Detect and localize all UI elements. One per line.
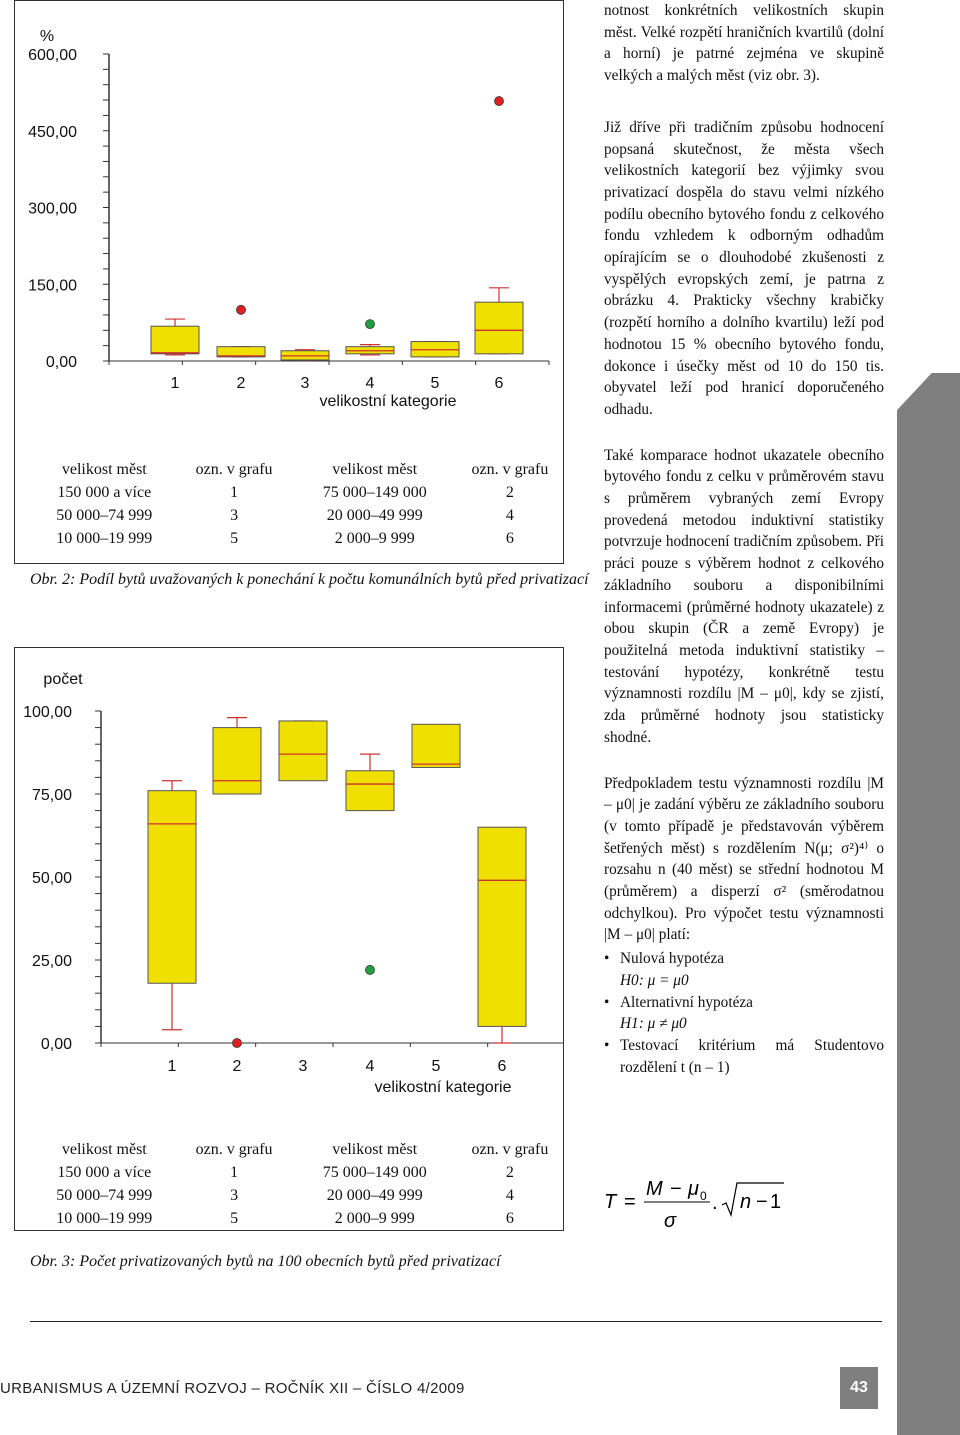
fig3-y-tick-label: 25,00 [31,953,72,970]
fig3-outlier [233,1039,242,1048]
svg-text:.: . [712,1192,718,1214]
legend-3-cell: 2 000–9 999 [334,1209,415,1227]
svg-text:M: M [646,1178,663,1200]
fig2-outlier [237,305,246,314]
fig3-y-tick-label: 75,00 [31,787,72,804]
alt-hypothesis-formula: H1: μ ≠ μ0 [620,1015,687,1033]
legend-2-header-cell: velikost měst [61,460,147,478]
legend-3-cell: 50 000–74 999 [56,1186,153,1204]
fig3-category-label: 6 [497,1058,507,1075]
figure-3-label: Obr. 3: [30,1253,76,1270]
fig2-y-tick-label: 450,00 [28,123,77,141]
legend-3-cell: 1 [230,1163,239,1181]
figure-2-caption [30,568,590,591]
legend-2-cell: 75 000–149 000 [322,483,427,501]
fig3-category-label: 1 [167,1058,177,1075]
legend-3-cell: 6 [505,1209,514,1227]
fig3-y-tick-label: 100,00 [23,704,72,721]
null-hypothesis-formula: H0: μ = μ0 [620,971,689,989]
legend-2-cell: 20 000–49 999 [326,506,423,524]
fig3-category-label: 2 [232,1058,242,1075]
bullet-null-hypothesis: • Nulová hypotéza [620,948,884,970]
fig3-box [478,827,526,1026]
fig2-x-label: velikostní kategorie [319,393,457,410]
fig2-category-label: 6 [494,375,504,392]
legend-2-cell: 1 [230,483,239,501]
fig2-y-tick-label: 0,00 [45,354,77,371]
legend-3-cell: 4 [505,1186,514,1204]
legend-2-row [34,481,564,504]
fig3-category-label: 3 [298,1058,308,1075]
fig2-y-tick-label: 150,00 [28,277,77,295]
legend-3-row [34,1161,564,1184]
legend-2-header-row [34,458,564,481]
legend-3-header-cell: velikost měst [332,1140,418,1158]
fig2-y-tick-label: 600,00 [28,47,77,64]
legend-2-cell: 4 [505,506,514,524]
paragraph-3: Také komparace hodnot ukazatele obecního bytového fondu z celku v průměrovém stavu s průměrem vybraných zemí Evropy provedená metodou induktivní statistiky potvrzuje hodnocení tradičním způsobem. Při práci pouze s výběrem hodnot z celkového základního souboru a disponibilními informacemi (průměrné hodnoty ukazatele) z obou skupin (ČR a země Evropy) je použitelná metoda induktivní statistiky – testování hypotézy, konkrétně testu významnosti rozdílu |M – μ0|, kdy se zjistí, zda průměrné hodnoty jsou statisticky shodné. [604,446,884,746]
legend-3-cell: 2 [505,1163,514,1181]
legend-3-row [34,1207,564,1230]
fig3-box [279,721,327,781]
figure-3-text: Počet privatizovaných bytů na 100 obecních bytů před privatizací [79,1253,501,1270]
fig2-box [475,302,523,354]
legend-2-cell: 3 [230,506,239,524]
fig3-y-tick-label: 0,00 [40,1036,72,1053]
footer-rule [30,1321,882,1322]
fig3-box [148,791,196,984]
legend-2-row [34,527,564,550]
legend-3-cell: 20 000–49 999 [326,1186,423,1204]
fig2-outlier [495,97,504,106]
legend-3-cell: 75 000–149 000 [322,1163,427,1181]
fig2-box [151,326,199,354]
svg-text:−: − [670,1178,682,1200]
figure-2-text: Podíl bytů uvažovaných k ponechání k počtu komunálních bytů před privatizací [79,571,589,588]
figure-3-chart [15,648,563,1108]
paragraph-1: notnost konkrétních velikostních skupin měst. Velké rozpětí hraničních kvartilů (dolní a horní) je patrné zejména ve skupině velkých a malých měst (viz obr. 3). [604,2,884,85]
t-test-formula [604,1175,804,1235]
legend-2-cell: 2 000–9 999 [334,529,415,547]
legend-3-header-cell: velikost měst [61,1140,147,1158]
legend-2-header-cell: ozn. v grafu [195,460,273,478]
legend-3-row [34,1184,564,1207]
fig2-category-label: 1 [170,375,180,392]
svg-text:1: 1 [770,1191,782,1213]
paragraph-4: Předpokladem testu významnosti rozdílu |M – μ0| je zadání výběru ze základního souboru (v tomto případě je představován výběrem šetřených měst) s rozdělením N(μ; σ²)⁴⁾ o rozsahu n (40 měst) se střední hodnotou M (průměrem) a disperzí σ² (směrodatnou odchylkou). Pro výpočet testu významnosti |M – μ0| platí: [604,774,884,944]
legend-3-header-cell: ozn. v grafu [195,1140,273,1158]
legend-2-cell: 2 [505,483,514,501]
bullet-test-criterion: • Testovací kritérium má Studentovo rozdělení t (n – 1) [620,1035,884,1078]
legend-2-row [34,504,564,527]
fig2-y-unit: % [39,28,55,45]
bullet-alt-hypothesis: • Alternativní hypotéza [620,992,884,1014]
figure-2-legend [34,458,564,550]
legend-2-cell: 6 [505,529,514,547]
legend-2-cell: 5 [230,529,239,547]
fig2-category-label: 3 [300,375,310,392]
svg-text:n: n [740,1191,752,1213]
svg-text:σ: σ [664,1210,677,1232]
paragraph-2: Již dříve při tradičním způsobu hodnocení popsaná skutečnost, že města všech velikostních kategorií bez výjimky svou privatizací dospěla do stavu velmi nízkého podílu obecního bytového fondu z celkového fondu vzhledem k odborným odhadům opírajícím se o dlouhodobé zkušenosti z vyspělých evropských zemí, je patrna z obrázku 4. Prakticky všechny krabičky (rozpětí horního a dolního kvartilu) leží pod hodnotou 15 % obecního bytového fondu, dokonce i úsečky měst od 10 do 150 tis. obyvatel leží pod hranicí doporučeného odhadu. [604,118,884,418]
svg-text:μ: μ [688,1178,699,1200]
legend-2-header-cell: ozn. v grafu [471,460,549,478]
fig3-x-label: velikostní kategorie [374,1079,512,1096]
legend-2-cell: 150 000 a více [57,483,152,501]
svg-text:0: 0 [700,1189,707,1203]
svg-text:−: − [756,1191,768,1213]
figure-3-caption [30,1250,590,1273]
legend-3-cell: 10 000–19 999 [56,1209,153,1227]
fig2-outlier [366,320,375,329]
svg-text:=: = [624,1191,636,1213]
fig2-y-tick-label: 300,00 [28,200,77,218]
svg-text:T: T [604,1191,617,1213]
fig3-category-label: 5 [431,1058,441,1075]
legend-2-cell: 50 000–74 999 [56,506,153,524]
hypothesis-list [604,948,884,1078]
fig2-category-label: 4 [365,375,375,392]
legend-3-cell: 150 000 a více [57,1163,152,1181]
figure-2-chart [15,1,563,431]
fig2-category-label: 5 [430,375,440,392]
figure-3-legend [34,1138,564,1230]
legend-3-header-cell: ozn. v grafu [471,1140,549,1158]
page-number: 43 [840,1367,878,1409]
side-tab-decoration [897,373,960,1435]
figure-2-label: Obr. 2: [30,571,76,588]
fig3-box [346,771,394,811]
footer-journal: URBANISMUS A ÚZEMNÍ ROZVOJ – ROČNÍK XII – ČÍSLO 4/2009 [0,1380,465,1397]
legend-2-cell: 10 000–19 999 [56,529,153,547]
fig2-category-label: 2 [236,375,246,392]
fig3-box [213,728,261,794]
text-column [604,0,884,1078]
legend-3-cell: 5 [230,1209,239,1227]
fig3-box [412,724,460,767]
legend-3-cell: 3 [230,1186,239,1204]
legend-3-header-row [34,1138,564,1161]
fig3-outlier [366,965,375,974]
legend-2-header-cell: velikost měst [332,460,418,478]
fig3-category-label: 4 [365,1058,375,1075]
fig3-y-unit: počet [43,671,83,688]
fig3-y-tick-label: 50,00 [31,870,72,887]
